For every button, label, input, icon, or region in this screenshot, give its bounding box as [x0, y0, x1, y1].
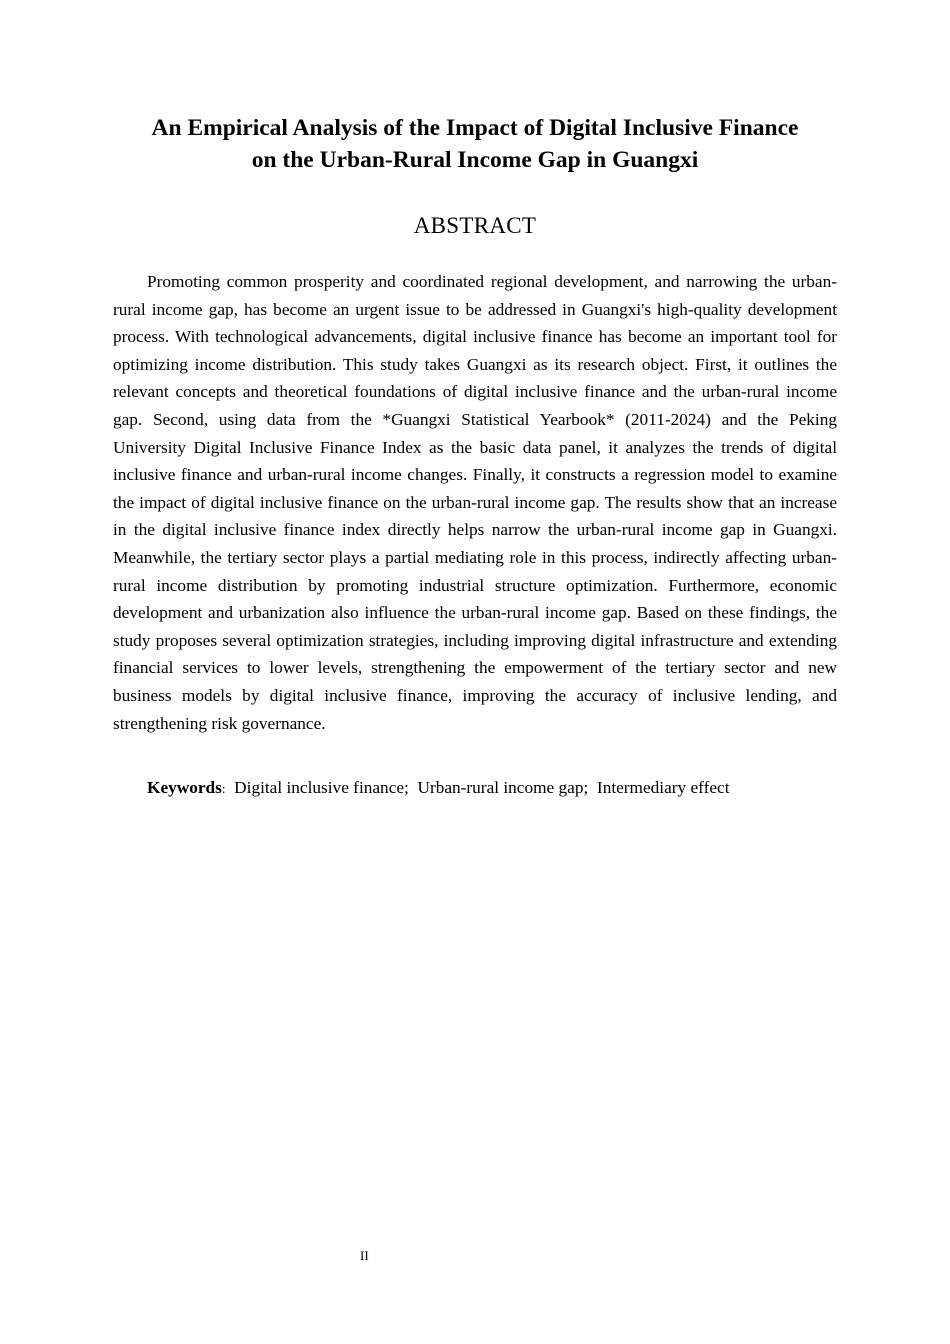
page-content [113, 112, 837, 803]
paper-title [113, 112, 837, 176]
paper-title-line-1: An Empirical Analysis of the Impact of Digital Inclusive Finance [151, 115, 799, 141]
paper-title-line-2: on the Urban-Rural Income Gap in Guangxi [251, 147, 699, 173]
keywords-line [113, 774, 837, 803]
keywords-label: Keywords [147, 778, 222, 798]
abstract-heading: ABSTRACT [413, 213, 537, 238]
keywords-colon: : [221, 781, 226, 797]
abstract-body: Promoting common prosperity and coordinated regional development, and narrowing the urban-rural income gap, has become an urgent issue to be addressed in Guangxi's high-quality development process. With technological advancements, digital inclusive finance has become an important tool for optimizing income distribution. This study takes Guangxi as its research object. First, it outlines the relevant concepts and theoretical foundations of digital inclusive finance and the urban-rural income gap. Second, using data from the *Guangxi Statistical Yearbook* (2011-2024) and the Peking University Digital Inclusive Finance Index as the basic data panel, it analyzes the trends of digital inclusive finance and urban-rural income changes. Finally, it constructs a regression model to examine the impact of digital inclusive finance on the urban-rural income gap. The results show that an increase in the digital inclusive finance index directly helps narrow the urban-rural income gap in Guangxi. Meanwhile, the tertiary sector plays a partial mediating role in this process, indirectly affecting urban-rural income distribution by promoting industrial structure optimization. Furthermore, economic development and urbanization also influence the urban-rural income gap. Based on these findings, the study proposes several optimization strategies, including improving digital infrastructure and extending financial services to lower levels, strengthening the empowerment of the tertiary sector and new business models by digital inclusive finance, improving the accuracy of inclusive lending, and strengthening risk governance. [113, 272, 837, 733]
keywords-text: Digital inclusive finance; Urban-rural income gap; Intermediary effect [225, 778, 730, 798]
page-number: II [360, 1248, 369, 1263]
